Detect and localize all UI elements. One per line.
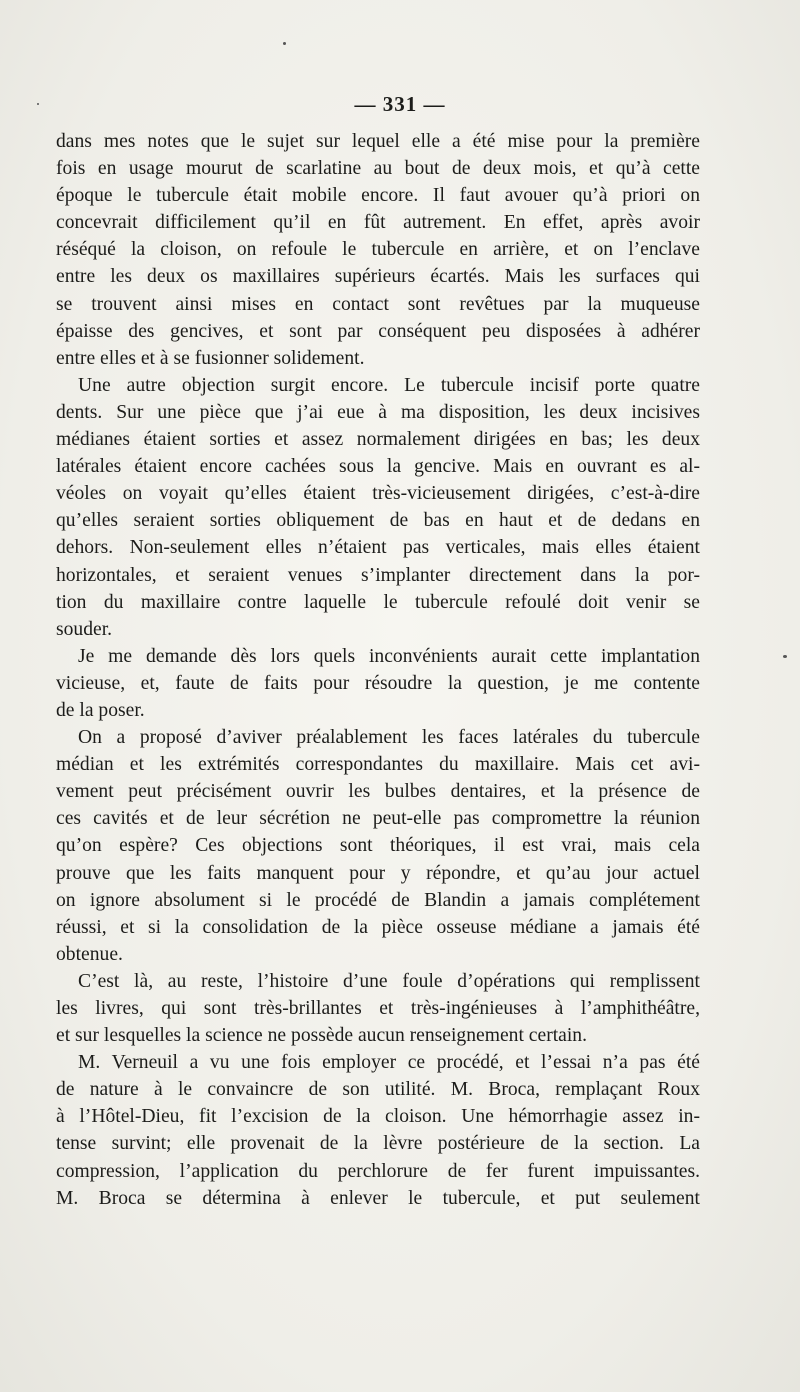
text-line: les livres, qui sont très-brillantes et très-ingénieuses à l’amphithéâtre, [56, 998, 700, 1019]
text-line: entre les deux os maxillaires supérieurs écartés. Mais les surfaces qui [56, 266, 700, 288]
text-line: qu’elles seraient sorties obliquement de bas en haut et de dedans en [56, 510, 700, 532]
text-line: réséqué la cloison, on refoule le tubercule en arrière, et on l’enclave [56, 239, 700, 261]
text-line: obtenue. [56, 943, 123, 965]
text-line: M. Broca se détermina à enlever le tubercule, et put seulement [56, 1187, 700, 1209]
text-line: tion du maxillaire contre laquelle le tubercule refoulé doit venir se [56, 591, 700, 613]
text-line: véoles on voyait qu’elles étaient très-vicieusement dirigées, c’est-à-dire [56, 483, 700, 505]
text-line: Une autre objection surgit encore. Le tubercule incisif porte quatre [78, 374, 700, 396]
text-line: compression, l’application du perchlorure de fer furent impuissantes. [56, 1160, 700, 1182]
text-line: M. Verneuil a vu une fois employer ce procédé, et l’essai n’a pas été [78, 1052, 700, 1074]
text-line: prouve que les faits manquent pour y répondre, et qu’au jour actuel [56, 862, 700, 884]
body-text [56, 128, 700, 1212]
page-number: — 331 — [354, 92, 446, 116]
speck-mark [783, 655, 787, 658]
text-line: de nature à le convaincre de son utilité. M. Broca, remplaçant Roux [56, 1079, 700, 1101]
text-line: On a proposé d’aviver préalablement les faces latérales du tubercule [78, 727, 700, 749]
text-line: qu’on espère? Ces objections sont théoriques, il est vrai, mais cela [56, 835, 700, 857]
text-line: latérales étaient encore cachées sous la gencive. Mais en ouvrant es al- [56, 456, 700, 478]
text-line: dents. Sur une pièce que j’ai eue à ma disposition, les deux incisives [56, 401, 700, 423]
text-line: concevrait difficilement qu’il en fût autrement. En effet, après avoir [56, 212, 700, 234]
text-line: médian et les extrémités correspondantes du maxillaire. Mais cet avi- [56, 754, 700, 776]
text-line: souder. [56, 618, 113, 640]
text-line: tense survint; elle provenait de la lèvre postérieure de la section. La [56, 1133, 700, 1155]
text-line: époque le tubercule était mobile encore. Il faut avouer qu’à priori on [56, 185, 700, 207]
text-line: on ignore absolument si le procédé de Blandin a jamais complétement [56, 889, 700, 911]
text-line: dehors. Non-seulement elles n’étaient pas verticales, mais elles étaient [56, 537, 700, 559]
text-line: entre elles et à se fusionner solidement. [56, 347, 365, 369]
text-line: fois en usage mourut de scarlatine au bout de deux mois, et qu’à cette [56, 158, 700, 180]
text-line: se trouvent ainsi mises en contact sont revêtues par la muqueuse [56, 293, 700, 315]
text-line: et sur lesquelles la science ne possède aucun renseignement certain. [56, 1025, 587, 1047]
text-line: dans mes notes que le sujet sur lequel elle a été mise pour la première [56, 131, 700, 152]
text-line: épaisse des gencives, et sont par conséquent peu disposées à adhérer [56, 320, 700, 342]
text-line: Je me demande dès lors quels inconvénients aurait cette implantation [78, 645, 700, 667]
text-line: horizontales, et seraient venues s’implanter directement dans la por- [56, 564, 700, 586]
text-line: vement peut précisément ouvrir les bulbes dentaires, et la présence de [56, 781, 700, 803]
text-line: de la poser. [56, 699, 145, 721]
text-line: à l’Hôtel-Dieu, fit l’excision de la cloison. Une hémorrhagie assez in- [56, 1106, 700, 1128]
text-line: C’est là, au reste, l’histoire d’une foule d’opérations qui remplissent [78, 970, 700, 992]
speck-mark [283, 42, 286, 45]
text-line: vicieuse, et, faute de faits pour résoudre la question, je me contente [56, 672, 700, 694]
text-line: ces cavités et de leur sécrétion ne peut-elle pas compromettre la réunion [56, 808, 700, 830]
text-line: réussi, et si la consolidation de la pièce osseuse médiane a jamais été [56, 916, 700, 938]
text-line: médianes étaient sorties et assez normalement dirigées en bas; les deux [56, 429, 700, 451]
